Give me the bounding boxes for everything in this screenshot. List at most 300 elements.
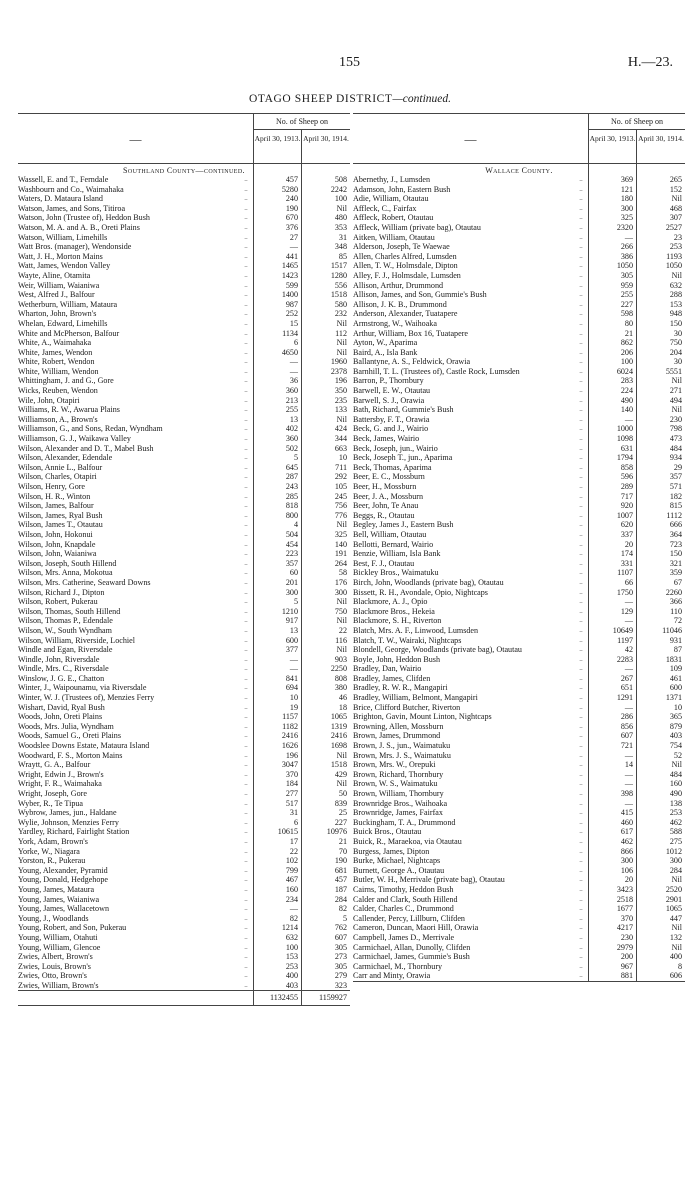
owner-name: Alderson, Joseph, Te Waewae	[353, 242, 450, 252]
sheep-1914: 30	[673, 357, 682, 367]
table-row	[353, 405, 685, 415]
right-table-header	[353, 113, 685, 164]
section-heading: Southland County—continued.	[123, 166, 245, 175]
sheep-1913: 856	[620, 721, 633, 731]
table-row	[18, 751, 350, 761]
table-row	[353, 415, 685, 425]
leader-dots: ..	[579, 923, 583, 932]
sheep-1914: 468	[669, 203, 682, 213]
leader-dots: ..	[579, 654, 583, 663]
sheep-1913: —	[289, 357, 298, 367]
owner-name: Anderson, Alexander, Tuatapere	[353, 309, 458, 319]
owner-name: Wilson, John, Waianiwa	[18, 549, 97, 559]
leader-dots: ..	[244, 280, 248, 289]
table-row	[353, 895, 685, 905]
leader-dots: ..	[579, 760, 583, 769]
owner-name: Blondell, George, Woodlands (private bag), Otautau	[353, 645, 522, 655]
table-row	[353, 319, 685, 329]
sheep-1914: 82	[338, 904, 347, 914]
table-row	[353, 866, 685, 876]
left-table	[18, 113, 350, 1006]
owner-name: Winter, J., Waipounamu, via Riversdale	[18, 683, 147, 693]
leader-dots: ..	[579, 318, 583, 327]
table-row	[353, 655, 685, 665]
sheep-1914: 424	[334, 424, 347, 434]
table-row	[353, 357, 685, 367]
table-row	[18, 952, 350, 962]
leader-dots: ..	[244, 750, 248, 759]
owner-name: Carmichael, Allan, Dunolly, Clifden	[353, 942, 471, 952]
leader-dots: ..	[244, 501, 248, 510]
owner-name: Young, James, Mataura	[18, 884, 95, 894]
owner-name: Watt, J. H., Morton Mains	[18, 251, 103, 261]
sheep-1913: 717	[620, 491, 633, 501]
sheep-1914: 288	[669, 290, 682, 300]
sheep-1913: 377	[285, 645, 298, 655]
leader-dots: ..	[244, 875, 248, 884]
table-row	[18, 779, 350, 789]
leader-dots: ..	[244, 836, 248, 845]
leader-dots: ..	[244, 904, 248, 913]
sheep-1913: 174	[620, 549, 633, 559]
leader-dots: ..	[579, 932, 583, 941]
leader-dots: ..	[579, 779, 583, 788]
table-row	[18, 434, 350, 444]
leader-dots: ..	[244, 194, 248, 203]
owner-name: Wayte, Aline, Otamita	[18, 270, 91, 280]
leader-dots: ..	[579, 942, 583, 951]
owner-name: Watson, M. A. and A. B., Oreti Plains	[18, 222, 140, 232]
sheep-1913: 224	[620, 386, 633, 396]
sheep-1914: 462	[669, 817, 682, 827]
owner-name: Wilson, Charles, Otapiri	[18, 472, 97, 482]
table-row	[18, 655, 350, 665]
sheep-1914: 85	[338, 251, 347, 261]
owner-name: Bradley, William, Belmont, Mangapiri	[353, 693, 478, 703]
owner-name: Zwies, Louis, Brown's	[18, 961, 91, 971]
leader-dots: ..	[579, 175, 583, 183]
leader-dots: ..	[579, 971, 583, 980]
table-row	[18, 636, 350, 646]
owner-name: Allison, James, and Son, Gummie's Bush	[353, 290, 487, 300]
leader-dots: ..	[244, 309, 248, 318]
leader-dots: ..	[579, 836, 583, 845]
sheep-1914: 364	[669, 529, 682, 539]
table-row	[18, 664, 350, 674]
owner-name: Birch, John, Woodlands (private bag), Otautau	[353, 577, 504, 587]
sheep-1914: 879	[669, 721, 682, 731]
leader-dots: ..	[579, 510, 583, 519]
table-row	[18, 578, 350, 588]
sheep-1913: 920	[620, 501, 633, 511]
sheep-1913: 4650	[281, 347, 298, 357]
table-row	[353, 636, 685, 646]
sheep-1913: —	[289, 366, 298, 376]
col-1913-header: April 30, 1913.	[253, 130, 301, 163]
leader-dots: ..	[579, 328, 583, 337]
sheep-1914: 348	[334, 242, 347, 252]
owner-name: Woodslee Downs Estate, Mataura Island	[18, 741, 150, 751]
owner-name: Beck, Thomas, Aparima	[353, 462, 432, 472]
sheep-1914: 132	[669, 932, 682, 942]
table-row	[353, 511, 685, 521]
leader-dots: ..	[244, 932, 248, 941]
leader-dots: ..	[579, 549, 583, 558]
table-row	[353, 559, 685, 569]
table-row	[353, 530, 685, 540]
right-rows	[353, 175, 685, 981]
table-row	[18, 981, 350, 991]
table-row	[353, 444, 685, 454]
leader-dots: ..	[579, 673, 583, 682]
owner-name: Young, William, Glencoe	[18, 942, 101, 952]
sheep-1913: 2979	[616, 942, 633, 952]
sheep-1914: 815	[669, 501, 682, 511]
sheep-1913: —	[624, 414, 633, 424]
sheep-1913: 15	[289, 318, 298, 328]
sheep-1913: 283	[620, 376, 633, 386]
sheep-1914: 948	[669, 309, 682, 319]
table-row	[353, 693, 685, 703]
sheep-1914: 21	[338, 836, 347, 846]
owner-name: Wilson, H. R., Winton	[18, 491, 91, 501]
table-row	[18, 799, 350, 809]
left-rows	[18, 175, 350, 990]
owner-name: Burnett, George A., Otautau	[353, 865, 445, 875]
table-row	[18, 223, 350, 233]
table-row	[353, 252, 685, 262]
leader-dots: ..	[579, 712, 583, 721]
table-row	[353, 952, 685, 962]
table-row	[18, 175, 350, 185]
sheep-1914: 10976	[326, 827, 347, 837]
table-row	[353, 396, 685, 406]
table-row	[353, 779, 685, 789]
table-row	[18, 357, 350, 367]
left-table-body	[18, 164, 350, 1006]
leader-dots: ..	[579, 213, 583, 222]
leader-dots: ..	[244, 568, 248, 577]
owner-name: Brownridge, James, Fairfax	[353, 808, 443, 818]
sheep-1914: 105	[334, 482, 347, 491]
sheep-1913: 129	[620, 606, 633, 616]
sheep-1913: 1214	[281, 923, 298, 933]
sheep-1913: 402	[285, 424, 298, 434]
table-row	[18, 904, 350, 914]
owner-name: Young, James, Wallacetown	[18, 904, 109, 914]
leader-dots: ..	[244, 328, 248, 337]
sheep-1913: 1465	[281, 261, 298, 271]
sheep-1913: 102	[285, 856, 298, 866]
owner-name: Wilson, James T., Otautau	[18, 520, 103, 530]
sheep-1914: 323	[334, 980, 347, 990]
sheep-1914: 87	[673, 645, 682, 655]
leader-dots: ..	[579, 587, 583, 596]
owner-name: Young, Robert, and Son, Pukerau	[18, 923, 127, 933]
owner-name: Wile, John, Otapiri	[18, 395, 80, 405]
table-row	[18, 626, 350, 636]
section-heading: Wallace County.	[485, 166, 553, 175]
page-title	[0, 93, 700, 105]
table-row	[353, 914, 685, 924]
sheep-1914: 366	[669, 597, 682, 607]
sheep-1913: 13	[289, 414, 298, 424]
leader-dots: ..	[579, 741, 583, 750]
table-row	[353, 472, 685, 482]
sheep-1913: 240	[285, 194, 298, 204]
table-row	[353, 885, 685, 895]
sheep-1914: Nil	[671, 405, 682, 415]
sheep-1914: 571	[669, 482, 682, 491]
leader-dots: ..	[244, 338, 248, 347]
leader-dots: ..	[244, 520, 248, 529]
table-row	[18, 933, 350, 943]
sheep-1913: 287	[285, 472, 298, 482]
table-row	[353, 847, 685, 857]
leader-dots: ..	[244, 175, 248, 183]
leader-dots: ..	[579, 827, 583, 836]
owner-name: Bissett, R. H., Avondale, Opio, Nightcaps	[353, 587, 488, 597]
leader-dots: ..	[579, 750, 583, 759]
sheep-1914: 1518	[330, 760, 347, 770]
sheep-1913: —	[624, 750, 633, 760]
table-row	[353, 674, 685, 684]
table-row	[18, 770, 350, 780]
sheep-1913: 917	[285, 616, 298, 626]
sheep-1913: 1291	[616, 693, 633, 703]
table-row	[18, 962, 350, 972]
owner-name: Abernethy, J., Lumsden	[353, 175, 431, 184]
table-row	[353, 962, 685, 972]
leader-dots: ..	[579, 232, 583, 241]
owner-name: Bath, Richard, Gummie's Bush	[353, 405, 454, 415]
sheep-1914: 271	[669, 386, 682, 396]
sheep-1913: 331	[620, 558, 633, 568]
sheep-1914: 400	[669, 952, 682, 962]
table-row	[18, 367, 350, 377]
table-row	[18, 463, 350, 473]
sheep-1913: 4217	[616, 923, 633, 933]
sheep-1914: 292	[334, 472, 347, 482]
sheep-1913: 441	[285, 251, 298, 261]
sheep-1914: 204	[669, 347, 682, 357]
leader-dots: ..	[579, 309, 583, 318]
sheep-count-header: No. of Sheep on	[588, 114, 685, 130]
leader-dots: ..	[579, 875, 583, 884]
owner-name: Woods, Mrs. Julia, Wyndham	[18, 721, 114, 731]
leader-dots: ..	[244, 453, 248, 462]
table-row	[353, 194, 685, 204]
leader-dots: ..	[579, 443, 583, 452]
leader-dots: ..	[244, 491, 248, 500]
sheep-1914: 182	[669, 491, 682, 501]
owner-name: Wilson, James, Ryal Bush	[18, 510, 103, 520]
sheep-1913: 300	[620, 203, 633, 213]
owner-name: Young, J., Woodlands	[18, 913, 89, 923]
col-1913-header: April 30, 1913.	[588, 130, 636, 163]
leader-dots: ..	[579, 913, 583, 922]
sheep-1914: 150	[669, 549, 682, 559]
sheep-1914: 490	[669, 789, 682, 798]
sheep-1913: —	[624, 664, 633, 674]
owner-name: Wilson, Richard J., Dipton	[18, 587, 105, 597]
sheep-1913: 1050	[616, 261, 633, 271]
sheep-1914: Nil	[671, 270, 682, 280]
leader-dots: ..	[579, 424, 583, 433]
sheep-1913: 10	[289, 693, 298, 703]
sheep-1913: 230	[620, 932, 633, 942]
owner-name: Washbourn and Co., Waimahaka	[18, 184, 124, 194]
table-row	[353, 827, 685, 837]
leader-dots: ..	[244, 424, 248, 433]
leader-dots: ..	[244, 741, 248, 750]
sheep-1913: 600	[285, 635, 298, 645]
table-row	[18, 808, 350, 818]
sheep-1913: 1750	[616, 587, 633, 597]
sheep-1913: 277	[285, 789, 298, 798]
leader-dots: ..	[579, 769, 583, 778]
table-row	[18, 271, 350, 281]
sheep-1914: 931	[669, 635, 682, 645]
owner-name: Best, F. J., Otautau	[353, 558, 415, 568]
sheep-1914: 632	[669, 280, 682, 290]
sheep-1914: 110	[670, 606, 682, 616]
table-row	[353, 367, 685, 377]
sheep-1914: 2260	[665, 587, 682, 597]
leader-dots: ..	[244, 827, 248, 836]
sheep-1913: 462	[620, 836, 633, 846]
sheep-1914: 798	[669, 424, 682, 434]
sheep-1913: 325	[620, 213, 633, 223]
sheep-1913: 386	[620, 251, 633, 261]
table-row	[353, 261, 685, 271]
sheep-1914: 484	[669, 443, 682, 453]
owner-name: Waters, D. Mataura Island	[18, 194, 103, 204]
owner-name: Watson, John (Trustee of), Heddon Bush	[18, 213, 150, 223]
sheep-1913: —	[624, 232, 633, 242]
owner-name: Wetherburn, William, Mataura	[18, 299, 118, 309]
sheep-1913: 400	[285, 971, 298, 981]
sheep-1913: 517	[285, 798, 298, 808]
owner-name: Wharton, John, Brown's	[18, 309, 97, 319]
owner-name: Windle and Egan, Riversdale	[18, 645, 113, 655]
sheep-1914: Nil	[336, 779, 347, 789]
table-row	[353, 837, 685, 847]
sheep-1914: 750	[334, 606, 347, 616]
table-row	[353, 856, 685, 866]
leader-dots: ..	[244, 817, 248, 826]
table-row	[353, 175, 685, 185]
sheep-1914: 353	[334, 222, 347, 232]
sheep-1913: 1210	[281, 606, 298, 616]
sheep-1913: 1107	[617, 568, 633, 578]
leader-dots: ..	[244, 577, 248, 586]
sheep-1914: Nil	[336, 318, 347, 328]
sheep-1913: —	[624, 702, 633, 712]
owner-name: Bickley Bros., Waimatuku	[353, 568, 439, 578]
leader-dots: ..	[579, 798, 583, 807]
leader-dots: ..	[579, 299, 583, 308]
owner-name: Whelan, Edward, Limehills	[18, 318, 108, 328]
leader-dots: ..	[244, 616, 248, 625]
table-row	[18, 376, 350, 386]
owner-name: Young, James, Waianiwa	[18, 894, 100, 904]
sheep-1913: 357	[285, 558, 298, 568]
table-row	[18, 252, 350, 262]
owner-name: Woods, Samuel G., Oreti Plains	[18, 731, 121, 741]
leader-dots: ..	[579, 395, 583, 404]
leader-dots: ..	[579, 491, 583, 500]
table-row	[18, 741, 350, 751]
sheep-1913: —	[289, 904, 298, 914]
table-row	[18, 914, 350, 924]
owner-name: Cameron, Duncan, Maori Hill, Orawia	[353, 923, 479, 933]
leader-dots: ..	[244, 664, 248, 673]
sheep-1914: 380	[334, 683, 347, 693]
sheep-1914: Nil	[336, 414, 347, 424]
sheep-1914: 10	[673, 702, 682, 712]
owner-name: Beggs, R., Otautau	[353, 510, 415, 520]
sheep-1913: —	[624, 779, 633, 789]
leader-dots: ..	[579, 702, 583, 711]
sheep-1913: 14	[624, 760, 633, 770]
owner-name: Brown, J. S., jun., Waimatuku	[353, 741, 451, 751]
owner-name: Wilson, Alexander, Edendale	[18, 453, 113, 463]
sheep-1913: 234	[285, 894, 298, 904]
sheep-1913: 3047	[281, 760, 298, 770]
sheep-1913: 13	[289, 625, 298, 635]
table-row	[353, 338, 685, 348]
sheep-1913: 36	[289, 376, 298, 386]
sheep-1913: 21	[624, 328, 633, 338]
sheep-1913: 5	[293, 597, 298, 607]
owner-name: Zwies, Otto, Brown's	[18, 971, 87, 981]
table-row	[18, 693, 350, 703]
sheep-1913: 300	[285, 587, 298, 597]
leader-dots: ..	[244, 395, 248, 404]
sheep-1913: 285	[285, 491, 298, 501]
table-row	[353, 578, 685, 588]
sheep-1914: 245	[334, 491, 347, 501]
table-row	[18, 789, 350, 799]
owner-name: Callender, Percy, Lillburn, Clifden	[353, 913, 465, 923]
leader-dots: ..	[579, 405, 583, 414]
table-row	[353, 300, 685, 310]
sheep-1913: 42	[624, 645, 633, 655]
owner-name: Cairns, Timothy, Heddon Bush	[353, 884, 454, 894]
owner-name: Wyber, R., Te Tipua	[18, 798, 84, 808]
table-row	[18, 923, 350, 933]
leader-dots: ..	[579, 338, 583, 347]
sheep-1914: 5	[342, 913, 347, 923]
leader-dots: ..	[579, 539, 583, 548]
owner-name: Allison, Arthur, Drummond	[353, 280, 444, 290]
sheep-1913: 19	[289, 702, 298, 712]
owner-name: Wilson, Annie L., Balfour	[18, 462, 103, 472]
leader-dots: ..	[579, 961, 583, 970]
sheep-1914: 607	[334, 932, 347, 942]
sheep-1914: 600	[669, 683, 682, 693]
sheep-1914: 2242	[330, 184, 347, 194]
sheep-1914: 67	[673, 577, 682, 587]
sheep-1914: 606	[669, 971, 682, 981]
leader-dots: ..	[244, 884, 248, 893]
table-row	[353, 971, 685, 981]
sheep-1914: 58	[338, 568, 347, 578]
sheep-1914: 72	[673, 616, 682, 626]
leader-dots: ..	[244, 971, 248, 980]
owner-name: Alley, F. J., Holmsdale, Lumsden	[353, 270, 461, 280]
